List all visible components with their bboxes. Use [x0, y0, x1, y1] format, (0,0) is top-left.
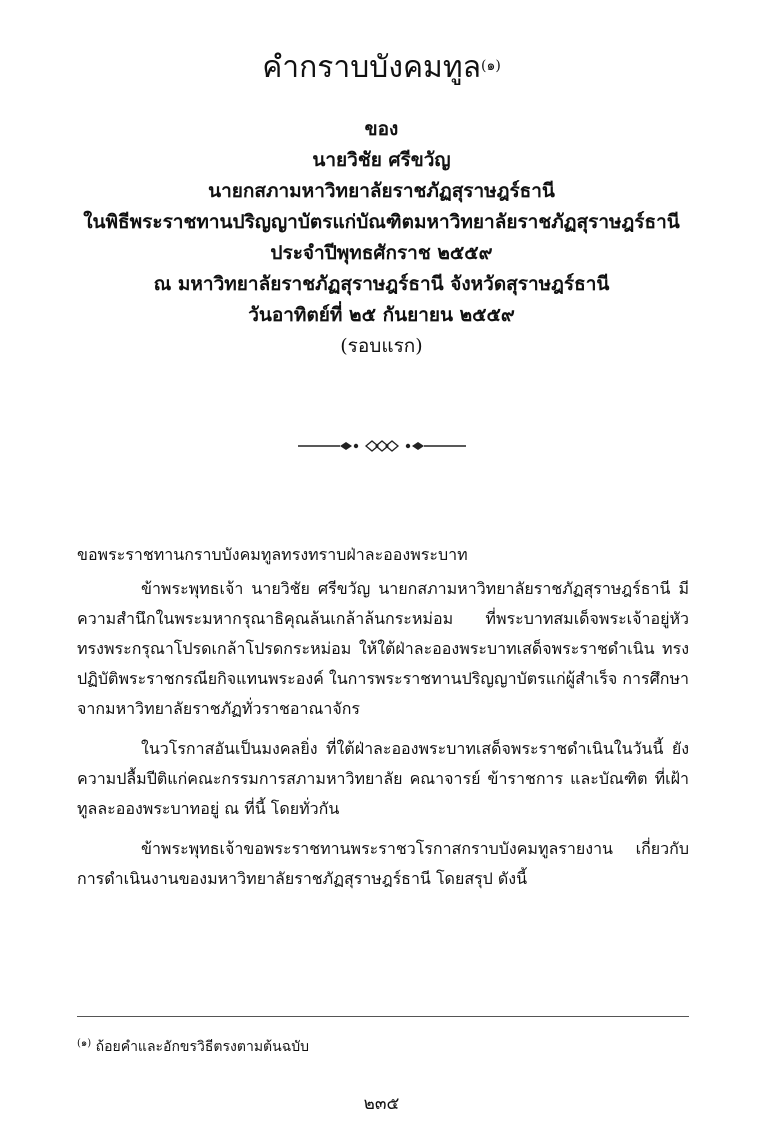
header-block	[20, 114, 743, 362]
header-line-speaker-position: นายกสภามหาวิทยาลัยราชภัฏสุราษฎร์ธานี	[208, 180, 555, 202]
decorative-divider-icon	[296, 434, 468, 458]
header-line-venue: ณ มหาวิทยาลัยราชภัฏสุราษฎร์ธานี จังหวัดสุราษฎร์ธานี	[153, 273, 610, 295]
header-line-year: ประจำปีพุทธศักราช ๒๕๕๙	[270, 242, 493, 264]
speech-paragraph: ข้าพระพุทธเจ้า นายวิชัย ศรีขวัญ นายกสภามหาวิทยาลัยราชภัฏสุราษฎร์ธานี มีความสำนึกในพระมหากรุณาธิคุณล้นเกล้าล้นกระหม่อม ที่พระบาทสมเด็จพระเจ้าอยู่หัว ทรงพระกรุณาโปรดเกล้าโปรดกระหม่อม ให้ใต้ฝ่าละอองพระบาทเสด็จพระราชดำเนิน ทรงปฏิบัติพระราชกรณียกิจแทนพระองค์ ในการพระราชทานปริญญาบัตรแก่ผู้สำเร็จ การศึกษาจากมหาวิทยาลัยราชภัฏทั่วราชอาณาจักร	[77, 579, 690, 718]
title-footnote-ref: (๑)	[480, 58, 501, 74]
speech-paragraph: ในวโรกาสอันเป็นมงคลยิ่ง ที่ใต้ฝ่าละอองพระบาทเสด็จพระราชดำเนินในวันนี้ ยังความปลื้มปีติแก่คณะกรรมการสภามหาวิทยาลัย คณาจารย์ ข้าราชการ และบัณฑิต ที่เฝ้าทูลละอองพระบาทอยู่ ณ ที่นี้ โดยทั่วกัน	[77, 739, 689, 818]
header-line-ceremony: ในพิธีพระราชทานปริญญาบัตรแก่บัณฑิตมหาวิทยาลัยราชภัฏสุราษฎร์ธานี	[83, 211, 680, 233]
page-title-text: คำกราบบังคมทูล	[262, 50, 481, 85]
speech-paragraph: ข้าพระพุทธเจ้าขอพระราชทานพระราชวโรกาสกราบบังคมทูลรายงาน เกี่ยวกับ การดำเนินงานของมหาวิทยาลัยราชภัฏสุราษฎร์ธานี โดยสรุป ดังนี้	[77, 839, 689, 888]
header-line-session: (รอบแรก)	[340, 335, 423, 357]
header-line-of: ของ	[364, 118, 399, 140]
header-line-speaker-name: นายวิชัย ศรีขวัญ	[312, 149, 451, 171]
footnote	[77, 1036, 309, 1058]
page-number: ๒๓๕	[363, 1094, 400, 1114]
speech-body	[77, 540, 689, 904]
page-title	[0, 48, 763, 88]
salutation: ขอพระราชทานกราบบังคมทูลทรงทราบฝ่าละอองพระบาท	[77, 545, 468, 564]
footnote-divider	[77, 1016, 689, 1017]
header-line-date: วันอาทิตย์ที่ ๒๕ กันยายน ๒๕๕๙	[248, 304, 515, 326]
footnote-marker: (๑)	[77, 1038, 92, 1049]
footnote-text: ถ้อยคำและอักขรวิธีตรงตามต้นฉบับ	[95, 1039, 310, 1055]
